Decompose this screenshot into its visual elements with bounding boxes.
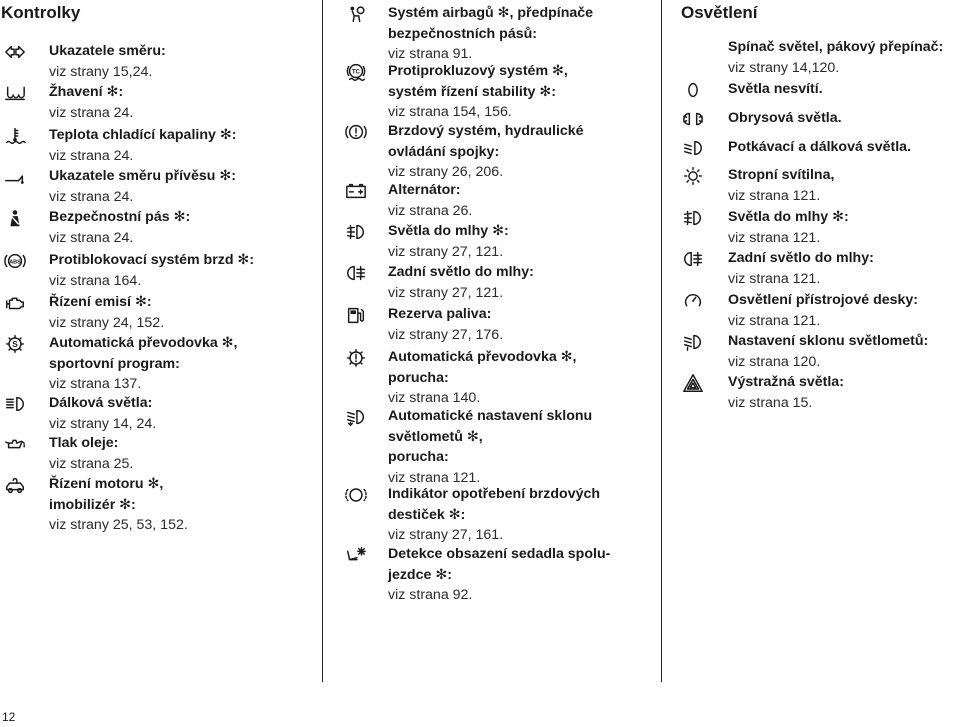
entry-text bbox=[49, 82, 133, 123]
front-fog-icon bbox=[344, 221, 368, 243]
immobilizer-icon bbox=[3, 474, 27, 496]
high-beam-icon bbox=[3, 393, 27, 415]
page-reference: viz strana 137. bbox=[49, 376, 142, 392]
seat-occupancy-icon bbox=[344, 544, 368, 566]
entry-text bbox=[388, 544, 610, 606]
entry-title: bezpečnostních pásů: bbox=[388, 25, 537, 42]
entry-title: sportovní program: bbox=[49, 355, 180, 372]
entry-text bbox=[388, 3, 593, 65]
page-reference: viz strana 121. bbox=[728, 270, 821, 287]
entry-text bbox=[49, 207, 190, 248]
coolant-temperature-icon bbox=[3, 125, 27, 147]
page-reference: viz strany 14,120. bbox=[728, 59, 840, 76]
entry-title: Žhavení ✻: bbox=[49, 84, 124, 100]
svg-text:ABS: ABS bbox=[9, 259, 21, 266]
entry-title: Osvětlení přístrojové desky: bbox=[728, 292, 919, 308]
entry-text bbox=[388, 61, 568, 123]
entry-title: Automatické nastavení sklonu bbox=[388, 408, 593, 424]
entry-title: Světla nesvítí. bbox=[728, 81, 823, 97]
brake-warning-icon bbox=[344, 121, 368, 143]
entry-title: Systém airbagů ✻, předpínače bbox=[388, 5, 594, 21]
dipped-beam-icon bbox=[681, 137, 705, 159]
entry-title: Světla do mlhy ✻: bbox=[388, 223, 509, 239]
entry-text bbox=[49, 125, 236, 166]
page-reference: viz strany 27, 161. bbox=[388, 527, 504, 543]
entry-title: světlometů ✻, bbox=[388, 428, 483, 445]
page-reference: viz strany 27, 121. bbox=[388, 284, 504, 301]
entry-text bbox=[728, 372, 844, 413]
entry-text bbox=[49, 433, 133, 474]
front-fog-icon bbox=[681, 207, 705, 229]
page-reference: viz strana 121. bbox=[388, 469, 481, 486]
page-reference: viz strana 121. bbox=[728, 312, 821, 329]
entry-title: Protiblokovací systém brzd ✻: bbox=[49, 252, 255, 268]
page-reference: viz strany 26, 206. bbox=[388, 164, 504, 180]
entry-title: porucha: bbox=[388, 449, 449, 465]
headlight-range-icon bbox=[681, 331, 705, 353]
entry-title: Brzdový systém, hydraulické bbox=[388, 123, 584, 139]
entry-title: jezdce ✻: bbox=[388, 566, 452, 583]
battery-icon bbox=[344, 180, 368, 202]
entry-title: Indikátor opotřebení brzdových bbox=[388, 486, 601, 502]
page-reference: viz strana 92. bbox=[388, 587, 473, 603]
entry-title: Potkávací a dálková světla. bbox=[728, 139, 911, 155]
page-reference: viz strana 24. bbox=[49, 104, 134, 121]
page-reference: viz strana 24. bbox=[49, 147, 134, 164]
trailer-indicator-icon bbox=[3, 166, 27, 188]
column-divider-right bbox=[661, 0, 662, 682]
page-reference: viz strana 121. bbox=[728, 229, 821, 246]
entry-text bbox=[388, 406, 592, 488]
page-reference: viz strana 164. bbox=[49, 272, 142, 289]
fuel-pump-icon bbox=[344, 304, 368, 326]
entry-text bbox=[728, 207, 849, 248]
entry-title: ovládání spojky: bbox=[388, 143, 500, 160]
entry-text bbox=[49, 41, 166, 82]
entry-text bbox=[388, 180, 472, 221]
page-reference: viz strana 154, 156. bbox=[388, 104, 512, 120]
entry-title: Teplota chladící kapaliny ✻: bbox=[49, 127, 237, 143]
entry-text bbox=[728, 165, 834, 206]
headlight-leveling-fault-icon bbox=[344, 406, 368, 428]
page-number: 12 bbox=[2, 710, 16, 724]
entry-text bbox=[49, 333, 238, 395]
section-title-osvetleni: Osvětlení bbox=[681, 3, 758, 22]
page-reference: viz strana 140. bbox=[388, 390, 481, 406]
entry-title: Obrysová světla. bbox=[728, 110, 842, 126]
engine-icon bbox=[3, 292, 27, 314]
page-reference: viz strana 24. bbox=[49, 188, 134, 205]
page-reference: viz strana 25. bbox=[49, 455, 134, 472]
page-reference: viz strana 91. bbox=[388, 46, 473, 62]
page-reference: viz strany 14, 24. bbox=[49, 415, 157, 432]
column-divider-left bbox=[322, 0, 323, 682]
entry-title: Automatická převodovka ✻, bbox=[49, 335, 238, 351]
entry-text bbox=[49, 292, 164, 333]
page-reference: viz strany 27, 176. bbox=[388, 326, 504, 343]
svg-text:S: S bbox=[12, 340, 18, 350]
page-reference: viz strana 26. bbox=[388, 202, 473, 219]
page-reference: viz strana 120. bbox=[728, 353, 821, 370]
entry-text bbox=[388, 121, 584, 183]
entry-title: Tlak oleje: bbox=[49, 435, 119, 451]
traction-control-icon bbox=[344, 61, 368, 83]
entry-title: Detekce obsazení sedadla spolu- bbox=[388, 546, 611, 562]
entry-title: Nastavení sklonu světlometů: bbox=[728, 333, 929, 349]
abs-icon bbox=[3, 250, 27, 272]
hazard-icon bbox=[681, 372, 705, 394]
seat-belt-icon bbox=[3, 207, 27, 229]
entry-title: Alternátor: bbox=[388, 182, 461, 198]
entry-text bbox=[388, 304, 503, 345]
entry-title: imobilizér ✻: bbox=[49, 496, 136, 513]
interior-light-icon bbox=[681, 165, 705, 187]
entry-title: Spínač světel, pákový přepínač: bbox=[728, 39, 944, 55]
page-reference: viz strana 24. bbox=[49, 229, 134, 246]
transmission-fault-icon bbox=[344, 347, 368, 369]
entry-text bbox=[388, 221, 509, 262]
brake-pad-wear-icon bbox=[344, 484, 368, 506]
entry-title: Rezerva paliva: bbox=[388, 306, 492, 322]
page-reference: viz strany 25, 53, 152. bbox=[49, 517, 188, 533]
rear-fog-icon bbox=[344, 262, 368, 284]
lights-off-icon bbox=[681, 79, 705, 101]
svg-text:TC: TC bbox=[352, 69, 360, 76]
page-reference: viz strana 121. bbox=[728, 187, 821, 204]
entry-text bbox=[388, 484, 600, 546]
entry-title: Stropní svítilna, bbox=[728, 167, 835, 183]
turn-signals-icon bbox=[3, 41, 27, 63]
entry-text bbox=[728, 331, 928, 372]
entry-title: Řízení motoru ✻, bbox=[49, 476, 164, 492]
entry-title: Protiprokluzový systém ✻, bbox=[388, 63, 568, 79]
entry-text bbox=[728, 79, 823, 100]
glow-plug-icon bbox=[3, 82, 27, 104]
sport-mode-icon bbox=[3, 333, 27, 355]
page-reference: viz strany 15,24. bbox=[49, 63, 153, 80]
entry-title: systém řízení stability ✻: bbox=[388, 83, 557, 100]
oil-pressure-icon bbox=[3, 433, 27, 455]
entry-text bbox=[388, 262, 534, 303]
airbag-icon bbox=[344, 3, 368, 25]
entry-title: Ukazatele směru: bbox=[49, 43, 166, 59]
entry-text bbox=[728, 290, 918, 331]
entry-title: Ukazatele směru přívěsu ✻: bbox=[49, 168, 236, 184]
entry-title: destiček ✻: bbox=[388, 506, 466, 523]
page-reference: viz strany 27, 121. bbox=[388, 243, 504, 260]
entry-title: porucha: bbox=[388, 369, 449, 386]
entry-text bbox=[728, 248, 874, 289]
entry-text bbox=[728, 108, 842, 129]
entry-title: Zadní světlo do mlhy: bbox=[728, 250, 874, 266]
dashboard-dimmer-icon bbox=[681, 290, 705, 312]
entry-text bbox=[49, 166, 236, 207]
section-title-kontrolky: Kontrolky bbox=[1, 3, 81, 22]
entry-title: Zadní světlo do mlhy: bbox=[388, 264, 534, 280]
entry-title: Výstražná světla: bbox=[728, 374, 844, 390]
entry-text bbox=[49, 474, 188, 536]
entry-text bbox=[728, 37, 943, 78]
entry-text bbox=[49, 250, 254, 291]
side-lights-icon bbox=[681, 108, 705, 130]
entry-text bbox=[388, 347, 577, 409]
entry-title: Bezpečnostní pás ✻: bbox=[49, 209, 191, 225]
entry-title: Dálková světla: bbox=[49, 395, 153, 411]
entry-title: Automatická převodovka ✻, bbox=[388, 349, 577, 365]
entry-text bbox=[49, 393, 156, 434]
entry-title: Světla do mlhy ✻: bbox=[728, 209, 849, 225]
page-reference: viz strany 24, 152. bbox=[49, 314, 165, 331]
page-reference: viz strana 15. bbox=[728, 394, 813, 411]
rear-fog-icon bbox=[681, 248, 705, 270]
entry-text bbox=[728, 137, 911, 158]
entry-title: Řízení emisí ✻: bbox=[49, 294, 152, 310]
